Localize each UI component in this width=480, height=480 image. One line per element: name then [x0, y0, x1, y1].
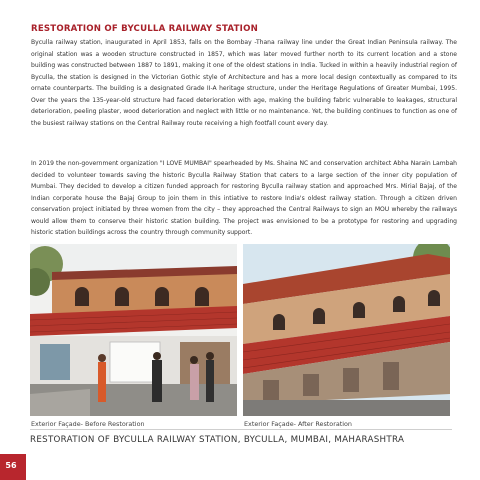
- page-number: 56: [5, 461, 17, 470]
- footer-project-title: RESTORATION OF BYCULLA RAILWAY STATION, BYCULLA, MUMBAI, MAHARASHTRA: [30, 435, 405, 445]
- caption-after: Exterior Façade- After Restoration: [244, 420, 352, 428]
- caption-before: Exterior Façade- Before Restoration: [31, 420, 145, 428]
- photo-before-restoration: [30, 244, 237, 416]
- photo-after-restoration: [243, 244, 450, 416]
- paragraph-restoration: In 2019 the non-government organization "I LOVE MUMBAI" spearheaded by Ms. Shaina NC and conservation architect Abha Narain Lambah decided to volunteer towards saving the historic Byculla Railway Station that caters to a large section of the inner city population of Mumbai. They decided to develop a citizen funded approach for restoring Byculla railway station and approached Mrs. Mirial Bajaj, of the Indian corporate house the Bajaj Group to join them in this intiative to restore India's oldest railway station. Through a citizen driven conservation project initiated by three women from the city – they approached the Central Railways to sign an MOU whereby the railways would allow them to conserve their historic station building. The project was envisioned to be a prototype for restoring and upgrading historic station buildings across the country through community support.: [31, 160, 457, 236]
- paragraph-history: Byculla railway station, inaugurated in April 1853, falls on the Bombay -Thana railway line under the Great Indian Peninsula railway. The original station was a wooden structure constructed in 1857, which was later moved further north to its current location and a stone building was constructed between 1887 to 1891, making it one of the oldest stations in India. Tucked in within a heavily industrial region of Byculla, the station is designed in the Victorian Gothic style of Architecture and has a more local design contextually as compared to its ornate counterparts. The building is a designated Grade II-A heritage structure, under the Heritage Regulations of Greater Mumbai, 1995. Over the years the 135-year-old structure had faced deterioration with age, making the building fabric vulnerable to leakages, structural deterioration, peeling plaster, wood deterioration and neglect with little or no maintenance. Yet, the building continues to function as one of the busiest railway stations on the Central Railway route receiving a high footfall count every day.: [31, 39, 457, 127]
- footer-divider: [30, 429, 452, 430]
- section-title: RESTORATION OF BYCULLA RAILWAY STATION: [31, 24, 258, 34]
